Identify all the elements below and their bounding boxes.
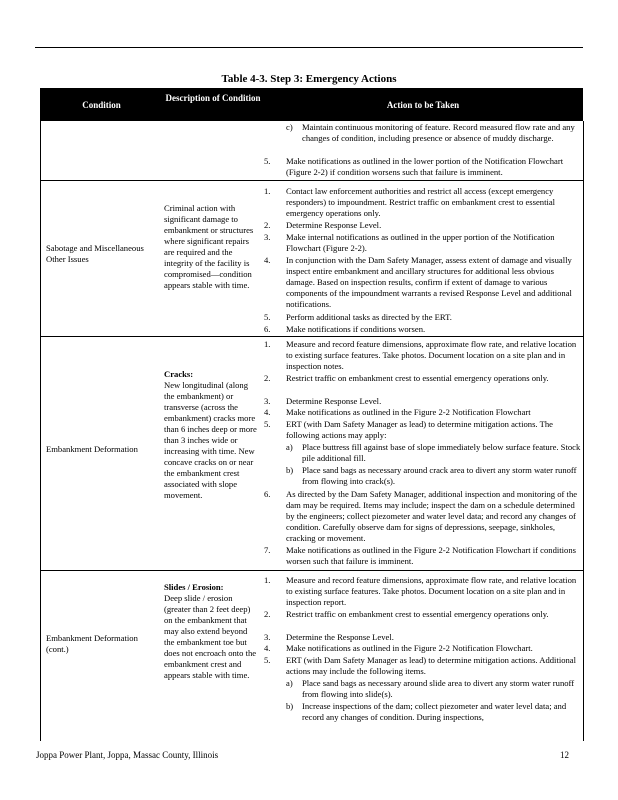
row3-condition: Embankment Deformation (cont.) [46,633,138,654]
row3-desc-text: Deep slide / erosion (greater than 2 feet deep) on the embankment that may also extend beyond the embankment toe but does not encroach onto the embankment crest and appears stable with time. [164,593,257,680]
header-condition: Condition [82,100,121,110]
row2-description [164,369,259,501]
row1-condition: Sabotage and Miscellaneous Other Issues [46,243,144,264]
page-number: 12 [560,750,569,760]
row-divider [40,180,583,181]
header-action: Action to be Taken [386,100,460,110]
row2-condition: Embankment Deformation [46,444,138,454]
header-description: Description of Condition [165,93,261,103]
footer-text: Joppa Power Plant, Joppa, Massac County, Illinois [36,750,219,760]
table-header [40,88,583,121]
row2-desc-heading: Cracks: [164,369,194,379]
table-title: Table 4-3. Step 3: Emergency Actions [221,73,397,85]
row3-desc-heading: Slides / Erosion: [164,582,224,592]
row2-desc-text: New longitudinal (along the embankment) or transverse (across the embankment) cracks more than 6 inches deep or more than 3 inches wide or increasing with time. New concave cracks on or near the embankment crest associated with slope movement. [164,380,257,500]
header-rule [35,47,583,48]
table-border-left [40,121,41,741]
table-border-right [583,121,584,741]
row-divider [40,336,583,337]
row-divider [40,570,583,571]
row1-description: Criminal action with significant damage to embankment or structures where significant repairs are required and the integrity of the facility is compromised—condition appears stable with time. [164,203,254,290]
row3-description [164,582,259,681]
